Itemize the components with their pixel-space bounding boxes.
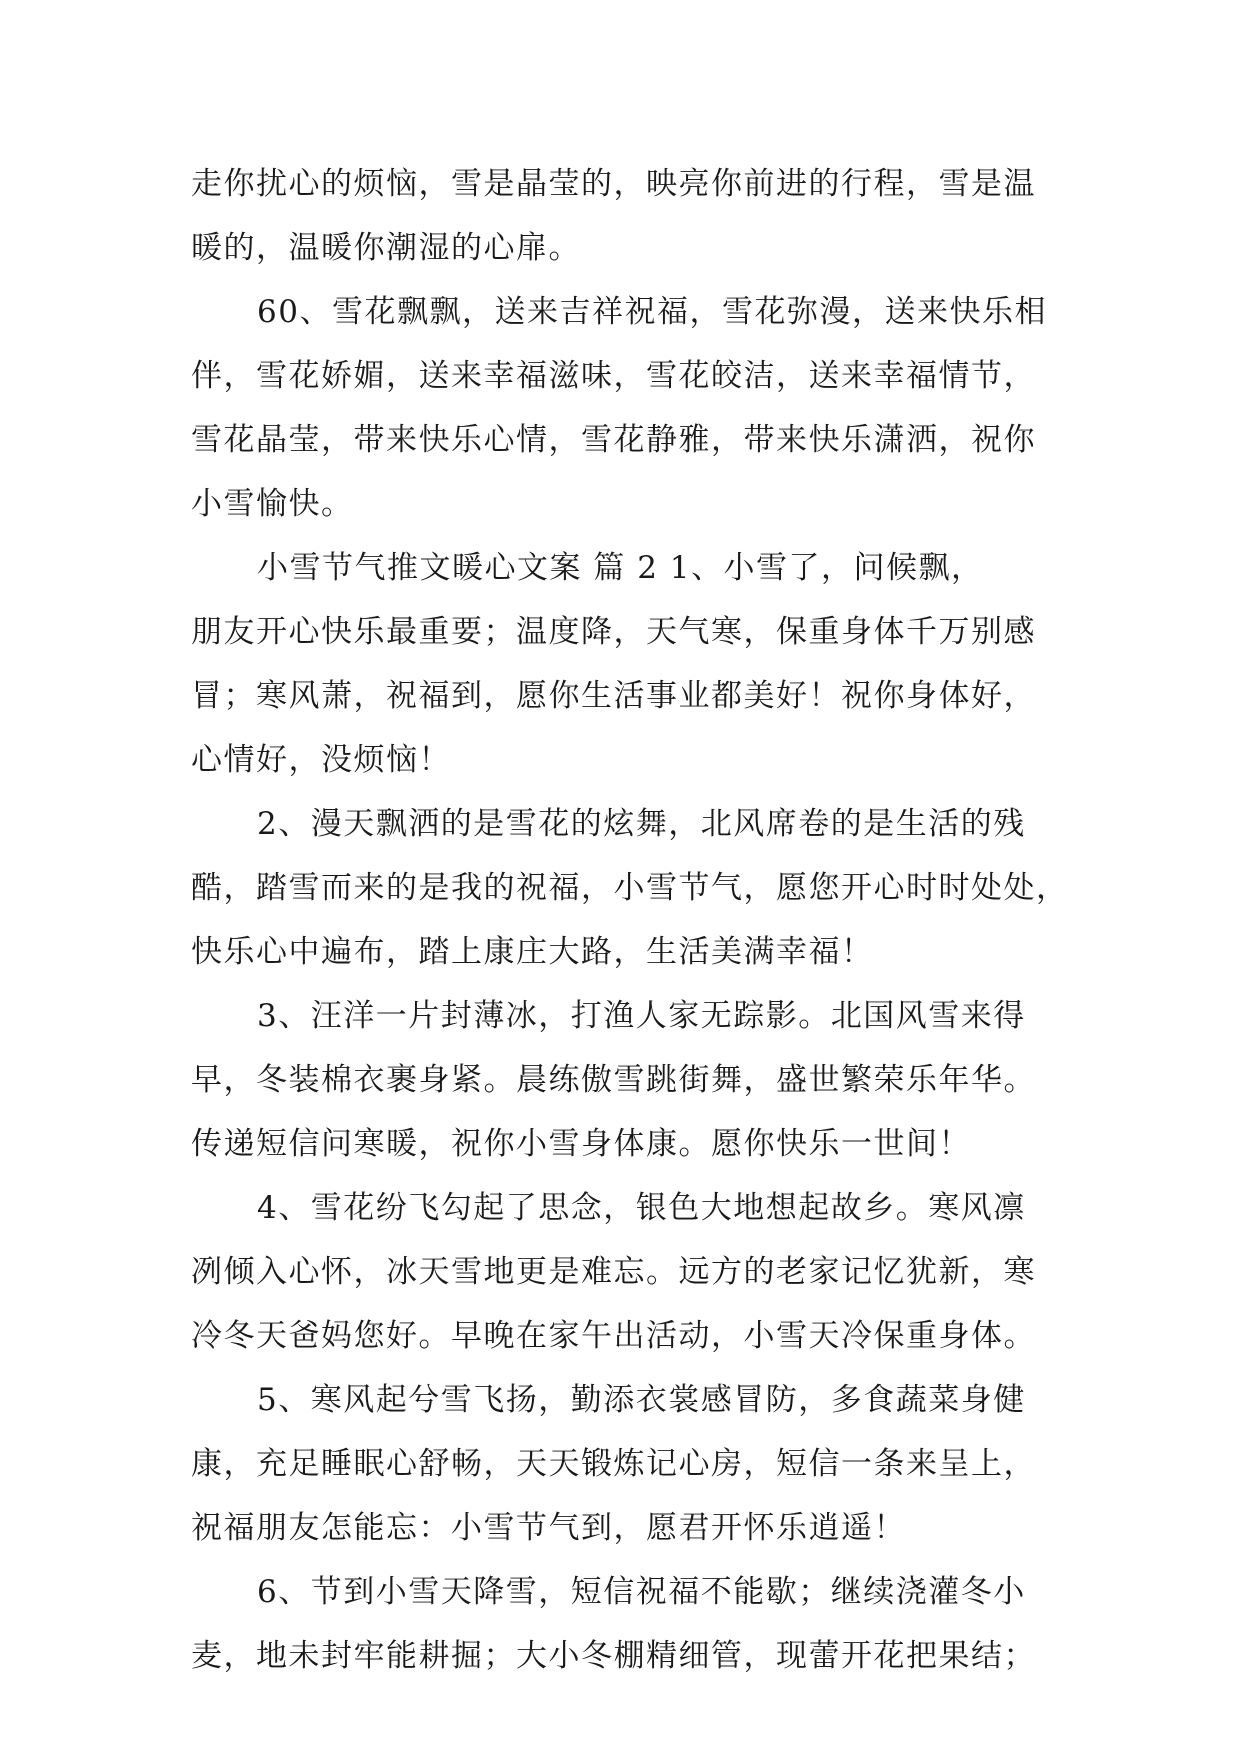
text-line: 2、漫天飘洒的是雪花的炫舞，北风席卷的是生活的残 [257, 806, 1026, 842]
text-line: 60、雪花飘飘，送来吉祥祝福，雪花弥漫，送来快乐相 [257, 294, 1047, 330]
text-line: 麦，地未封牢能耕掘；大小冬棚精细管，现蕾开花把果结； [191, 1638, 1036, 1674]
document-body [191, 152, 1069, 1688]
text-line: 传递短信问寒暖，祝你小雪身体康。愿你快乐一世间！ [191, 1126, 971, 1162]
text-line: 冽倾入心怀，冰天雪地更是难忘。远方的老家记忆犹新，寒 [191, 1254, 1036, 1290]
text-line: 6、节到小雪天降雪，短信祝福不能歇；继续浇灌冬小 [257, 1574, 1026, 1610]
text-line: 走你扰心的烦恼，雪是晶莹的，映亮你前进的行程，雪是温 [191, 166, 1036, 202]
text-line: 伴，雪花娇媚，送来幸福滋味，雪花皎洁，送来幸福情节， [191, 358, 1036, 394]
text-line: 4、雪花纷飞勾起了思念，银色大地想起故乡。寒风凛 [257, 1190, 1026, 1226]
text-line: 康，充足睡眠心舒畅，天天锻炼记心房，短信一条来呈上， [191, 1446, 1036, 1482]
text-line: 酷，踏雪而来的是我的祝福，小雪节气，愿您开心时时处处， [191, 870, 1069, 906]
text-line: 心情好，没烦恼！ [191, 742, 451, 778]
text-line: 暖的，温暖你潮湿的心扉。 [191, 230, 581, 266]
text-line: 5、寒风起兮雪飞扬，勤添衣裳感冒防，多食蔬菜身健 [257, 1382, 1026, 1418]
text-line: 3、汪洋一片封薄冰，打渔人家无踪影。北国风雪来得 [257, 998, 1026, 1034]
text-line: 祝福朋友怎能忘：小雪节气到，愿君开怀乐逍遥！ [191, 1510, 906, 1546]
text-line: 早，冬装棉衣裹身紧。晨练傲雪跳街舞，盛世繁荣乐年华。 [191, 1062, 1036, 1098]
text-line: 冒；寒风萧，祝福到，愿你生活事业都美好！祝你身体好， [191, 678, 1036, 714]
section-heading-line: 小雪节气推文暖心文案 篇 2 1、小雪了，问候飘， [257, 550, 984, 586]
text-line: 快乐心中遍布，踏上康庄大路，生活美满幸福！ [191, 934, 874, 970]
text-line: 雪花晶莹，带来快乐心情，雪花静雅，带来快乐潇洒，祝你 [191, 422, 1036, 458]
text-line: 朋友开心快乐最重要；温度降，天气寒，保重身体千万别感 [191, 614, 1036, 650]
text-line: 小雪愉快。 [191, 486, 354, 522]
text-line: 冷冬天爸妈您好。早晚在家午出活动，小雪天冷保重身体。 [191, 1318, 1036, 1354]
